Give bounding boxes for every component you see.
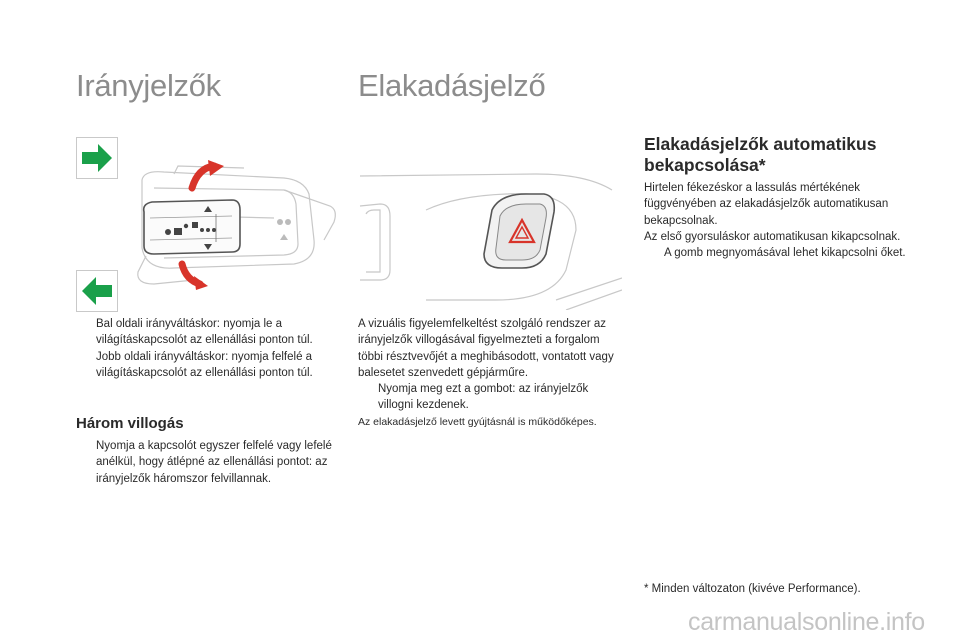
indicators-title: Irányjelzők bbox=[76, 68, 221, 103]
right-arrow-icon bbox=[76, 137, 118, 179]
indicators-instructions bbox=[76, 316, 338, 381]
three-flash-heading: Három villogás bbox=[76, 415, 184, 432]
three-flash-instructions bbox=[76, 438, 338, 487]
list-item: Jobb oldali irányváltáskor: nyomja felfelé a világításkapcsolót az ellenállási ponton túl. bbox=[96, 350, 313, 379]
list-item: Bal oldali irányváltáskor: nyomja le a világításkapcsolót az ellenállási ponton túl. bbox=[96, 318, 313, 347]
auto-paragraph-2: Az első gyorsuláskor automatikusan kikapcsolnak. bbox=[644, 230, 901, 243]
hazard-button-illustration bbox=[356, 150, 622, 310]
auto-paragraph-1: Hirtelen fékezéskor a lassulás mértékének függvényében az elakadásjelzők automatikusan bekapcsolnak. bbox=[644, 182, 889, 227]
hazard-note: Az elakadásjelző levett gyújtásnál is működőképes. bbox=[358, 415, 597, 428]
footnote: * Minden változaton (kivéve Performance). bbox=[644, 583, 861, 595]
auto-hazard-text bbox=[644, 180, 906, 261]
list-item: A gomb megnyomásával lehet kikapcsolni őket. bbox=[664, 247, 906, 260]
light-stalk-illustration bbox=[134, 160, 340, 290]
left-arrow-icon bbox=[76, 270, 118, 312]
watermark: carmanualsonline.info bbox=[688, 608, 925, 636]
hazard-title: Elakadásjelző bbox=[358, 68, 546, 103]
list-item: Nyomja meg ezt a gombot: az irányjelzők villogni kezdenek. bbox=[378, 383, 589, 412]
list-item: Nyomja a kapcsolót egyszer felfelé vagy lefelé anélkül, hogy átlépné az ellenállási pontot: az irányjelzők háromszor felvillannak. bbox=[96, 440, 332, 485]
auto-hazard-heading: Elakadásjelzők automatikus bekapcsolása* bbox=[644, 134, 877, 175]
hazard-description bbox=[358, 316, 620, 430]
hazard-intro: A vizuális figyelemfelkeltést szolgáló rendszer az irányjelzők villogásával figyelmezteti a forgalom többi résztvevőjét a meghibásodott, vontatott vagy balesetet szenvedett gépjárműre. bbox=[358, 318, 614, 379]
